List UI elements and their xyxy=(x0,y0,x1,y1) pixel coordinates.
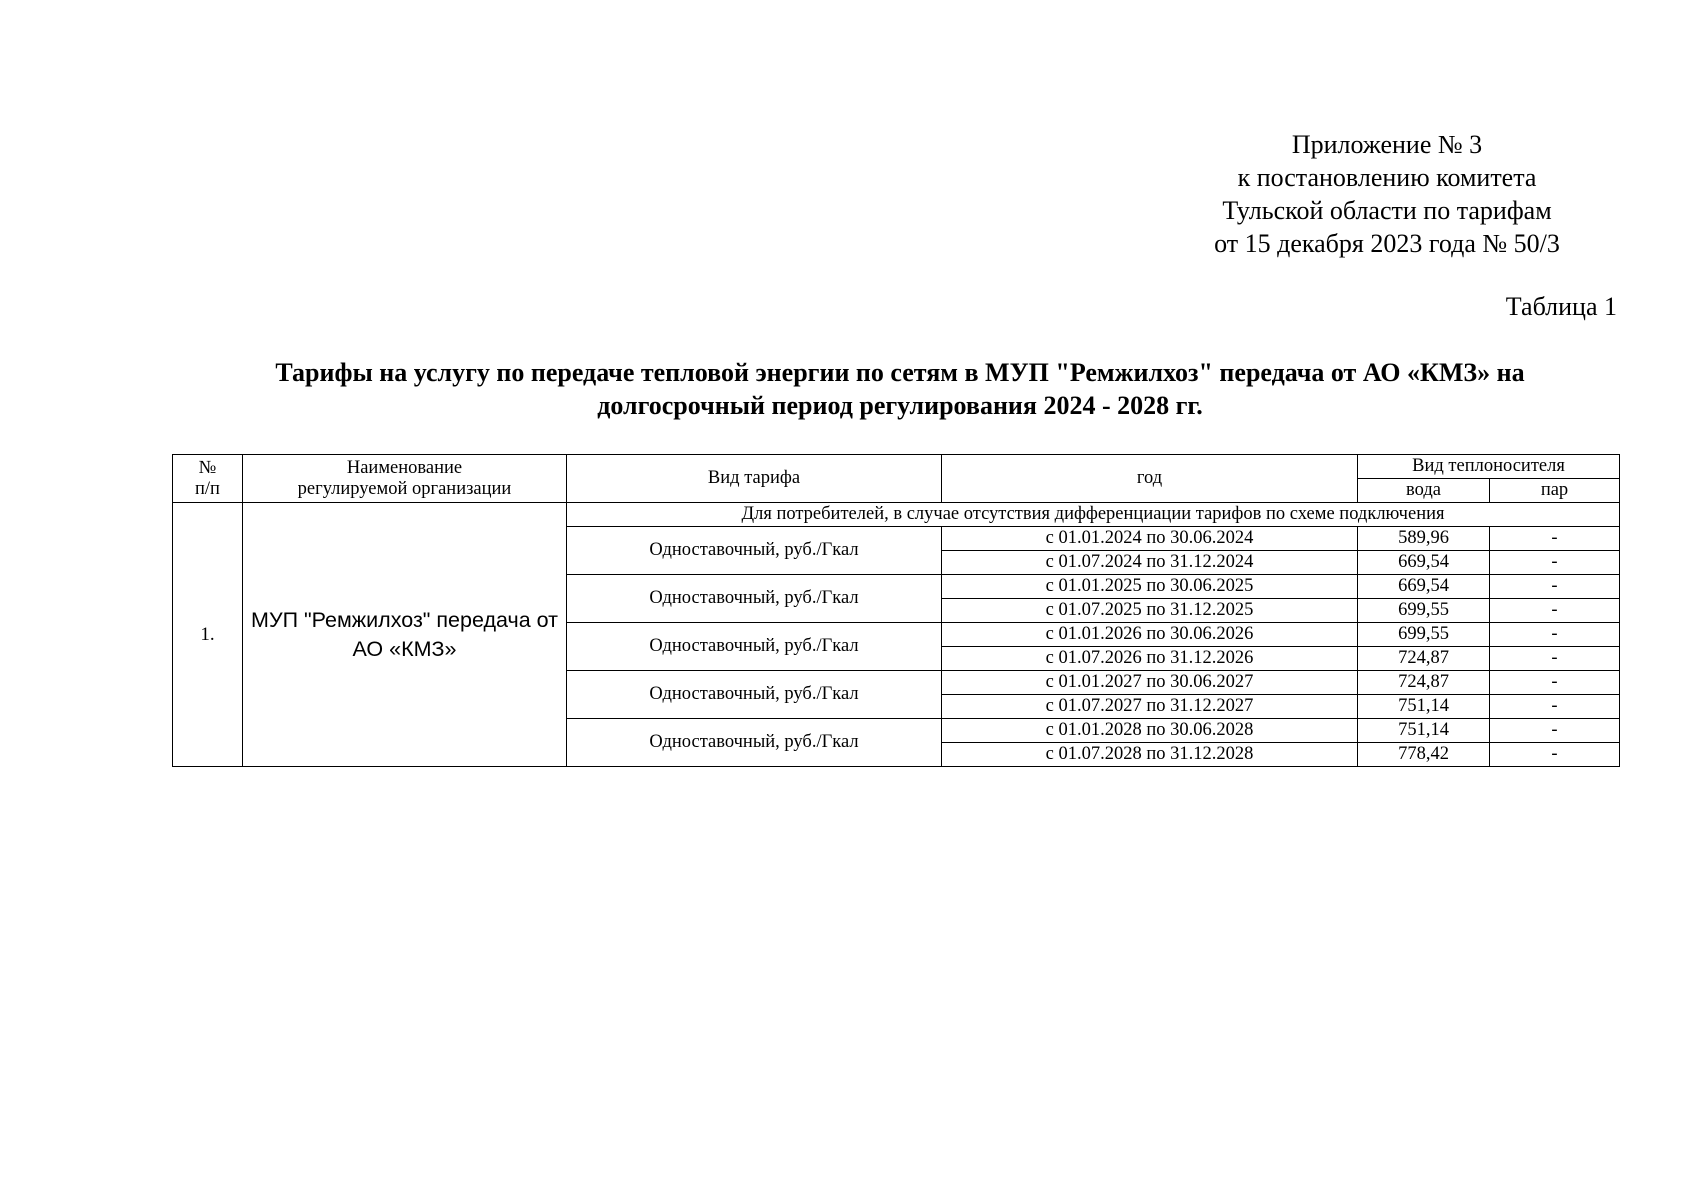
period-cell: с 01.07.2026 по 31.12.2026 xyxy=(942,647,1358,671)
title-line-1: Тарифы на услугу по передаче тепловой энергии по сетям в МУП "Ремжилхоз" передача от АО «КМЗ» на xyxy=(275,358,1525,387)
period-cell: с 01.01.2024 по 30.06.2024 xyxy=(942,527,1358,551)
table-label: Таблица 1 xyxy=(1505,292,1617,321)
header-carrier: Вид теплоносителя xyxy=(1358,455,1620,479)
tariff-type-cell: Одноставочный, руб./Гкал xyxy=(567,671,942,719)
header-year: год xyxy=(942,455,1358,503)
subheader-row xyxy=(173,503,1620,527)
steam-value-cell: - xyxy=(1490,599,1620,623)
consumer-subheader: Для потребителей, в случае отсутствия дифференциации тарифов по схеме подключения xyxy=(567,503,1620,527)
period-cell: с 01.01.2026 по 30.06.2026 xyxy=(942,623,1358,647)
steam-value-cell: - xyxy=(1490,671,1620,695)
water-value-cell: 669,54 xyxy=(1358,551,1490,575)
header-num xyxy=(173,455,243,503)
tariff-type-cell: Одноставочный, руб./Гкал xyxy=(567,575,942,623)
header-steam: пар xyxy=(1490,479,1620,503)
water-value-cell: 751,14 xyxy=(1358,695,1490,719)
appendix-line-1: Приложение № 3 xyxy=(1291,130,1483,159)
appendix-line-3: Тульской области по тарифам xyxy=(1222,196,1552,225)
steam-value-cell: - xyxy=(1490,695,1620,719)
appendix-reference xyxy=(1157,128,1617,260)
header-num-line-1: № xyxy=(198,457,217,478)
water-value-cell: 724,87 xyxy=(1358,647,1490,671)
appendix-line-2: к постановлению комитета xyxy=(1237,163,1537,192)
document-title xyxy=(175,356,1625,422)
steam-value-cell: - xyxy=(1490,551,1620,575)
tariff-table xyxy=(172,454,1620,767)
header-organization xyxy=(243,455,567,503)
water-value-cell: 778,42 xyxy=(1358,743,1490,767)
header-water: вода xyxy=(1358,479,1490,503)
period-cell: с 01.01.2028 по 30.06.2028 xyxy=(942,719,1358,743)
water-value-cell: 751,14 xyxy=(1358,719,1490,743)
tariff-type-cell: Одноставочный, руб./Гкал xyxy=(567,719,942,767)
steam-value-cell: - xyxy=(1490,623,1620,647)
header-org-line-2: регулируемой организации xyxy=(297,478,512,499)
period-cell: с 01.01.2027 по 30.06.2027 xyxy=(942,671,1358,695)
water-value-cell: 699,55 xyxy=(1358,623,1490,647)
tariff-type-cell: Одноставочный, руб./Гкал xyxy=(567,527,942,575)
header-org-line-1: Наименование xyxy=(346,457,463,478)
steam-value-cell: - xyxy=(1490,719,1620,743)
header-num-line-2: п/п xyxy=(195,478,220,499)
period-cell: с 01.07.2024 по 31.12.2024 xyxy=(942,551,1358,575)
title-line-2: долгосрочный период регулирования 2024 - 2028 гг. xyxy=(597,391,1203,420)
row-number: 1. xyxy=(173,503,243,767)
water-value-cell: 669,54 xyxy=(1358,575,1490,599)
steam-value-cell: - xyxy=(1490,575,1620,599)
steam-value-cell: - xyxy=(1490,527,1620,551)
tariff-type-cell: Одноставочный, руб./Гкал xyxy=(567,623,942,671)
period-cell: с 01.07.2025 по 31.12.2025 xyxy=(942,599,1358,623)
appendix-line-4: от 15 декабря 2023 года № 50/3 xyxy=(1214,229,1560,258)
period-cell: с 01.01.2025 по 30.06.2025 xyxy=(942,575,1358,599)
water-value-cell: 724,87 xyxy=(1358,671,1490,695)
water-value-cell: 589,96 xyxy=(1358,527,1490,551)
header-row-1 xyxy=(173,455,1620,479)
steam-value-cell: - xyxy=(1490,647,1620,671)
period-cell: с 01.07.2027 по 31.12.2027 xyxy=(942,695,1358,719)
steam-value-cell: - xyxy=(1490,743,1620,767)
header-tariff-type: Вид тарифа xyxy=(567,455,942,503)
organization-name: МУП "Ремжилхоз" передача от АО «КМЗ» xyxy=(243,503,567,767)
period-cell: с 01.07.2028 по 31.12.2028 xyxy=(942,743,1358,767)
water-value-cell: 699,55 xyxy=(1358,599,1490,623)
